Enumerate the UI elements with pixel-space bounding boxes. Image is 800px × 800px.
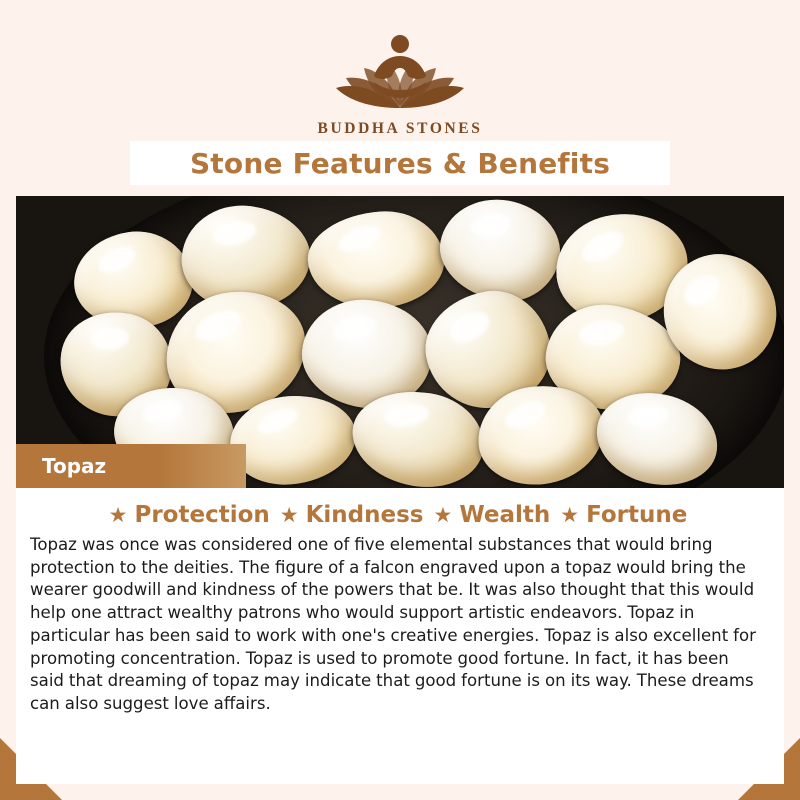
keyword-list xyxy=(30,502,766,528)
star-icon: ★ xyxy=(279,502,299,527)
brand-name: BUDDHA STONES xyxy=(317,120,483,137)
stone-name-tag xyxy=(16,444,246,488)
keyword-label: Fortune xyxy=(586,502,688,528)
content-panel xyxy=(16,488,784,784)
keyword-label: Wealth xyxy=(459,502,551,528)
star-icon: ★ xyxy=(560,502,580,527)
stone-name: Topaz xyxy=(42,454,107,478)
lotus-meditation-icon xyxy=(314,22,486,114)
keyword-fortune xyxy=(550,502,687,528)
star-icon: ★ xyxy=(108,502,128,527)
keyword-kindness xyxy=(270,502,424,528)
page-title: Stone Features & Benefits xyxy=(189,146,611,180)
description-text: Topaz was once was considered one of five elemental substances that would bring protection to the deities. The figure of a falcon engraved upon a topaz would bring the wearer goodwill and kindness of the powers that be. It was also thought that this would help one attract wealthy patrons who would support artistic endeavors. Topaz in particular has been said to work with one's creative energies. Topaz is also excellent for promoting concentration. Topaz is used to promote good fortune. In fact, it has been said that dreaming of topaz may indicate that good fortune is on its way. These dreams can also suggest love affairs. xyxy=(30,535,756,714)
keyword-wealth xyxy=(424,502,551,528)
keyword-protection xyxy=(109,502,270,528)
star-icon: ★ xyxy=(433,502,453,527)
brand-logo xyxy=(0,0,800,138)
keyword-label: Protection xyxy=(134,502,270,528)
title-banner xyxy=(130,141,670,185)
keyword-label: Kindness xyxy=(305,502,424,528)
